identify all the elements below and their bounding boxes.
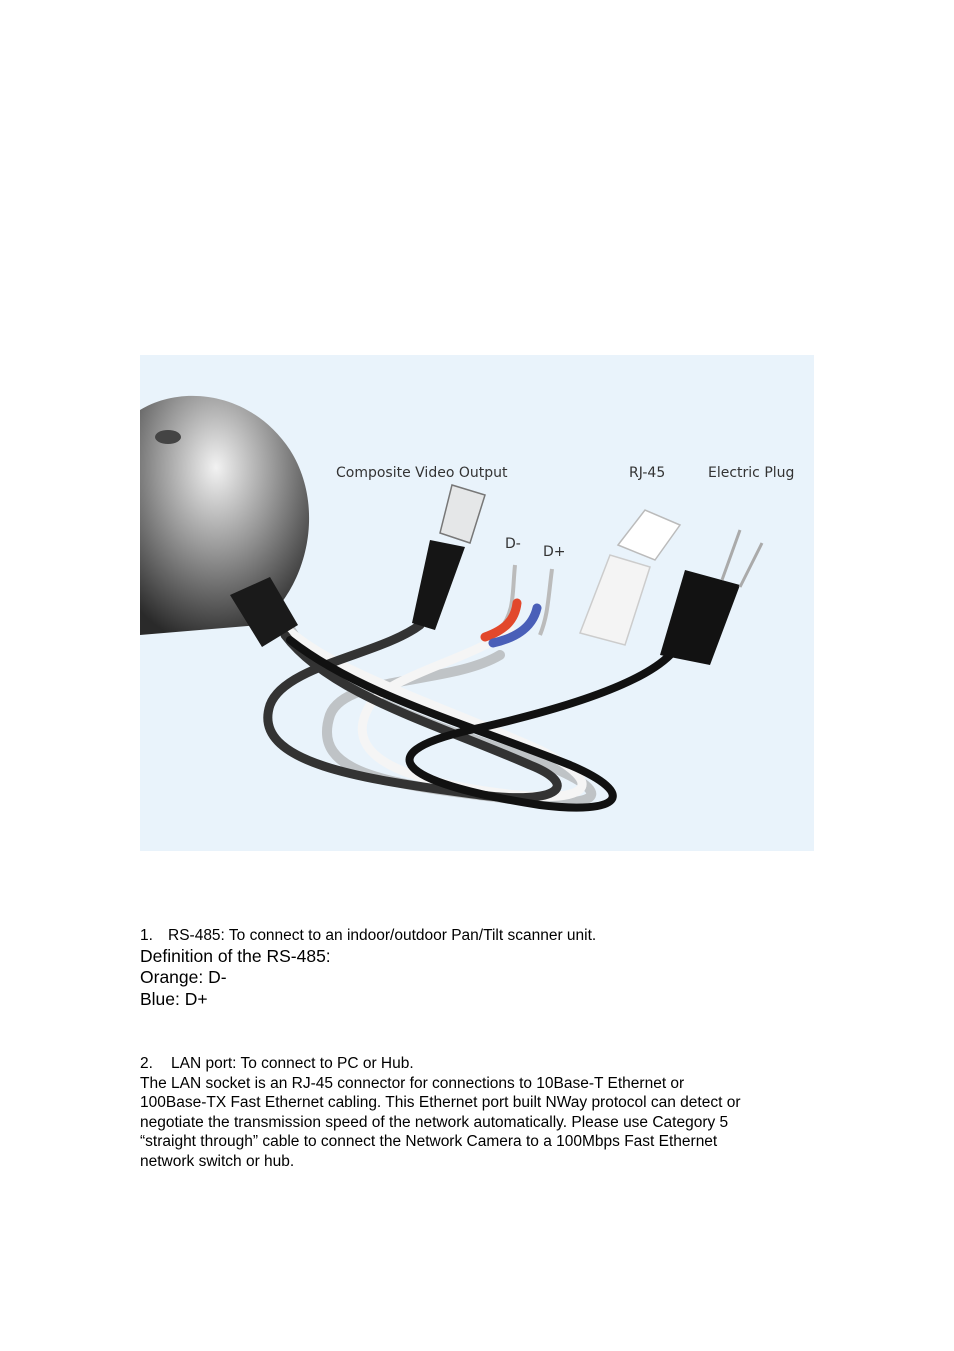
rs485-definition: Definition of the RS-485:: [140, 945, 331, 966]
rs485-heading: [140, 926, 820, 946]
lan-heading: [140, 1054, 820, 1074]
label-rj45: RJ-45: [629, 465, 666, 481]
lan-paragraph-line: network switch or hub.: [140, 1152, 295, 1170]
label-electric-plug: Electric Plug: [708, 465, 795, 481]
bnc-connector: [412, 540, 465, 630]
lan-heading-text: LAN port: To connect to PC or Hub.: [171, 1055, 414, 1072]
rs485-blue: Blue: D+: [140, 988, 208, 1009]
camera-cable-illustration: [140, 355, 814, 851]
label-composite-video: Composite Video Output: [336, 465, 508, 481]
item-number: 1.: [140, 927, 153, 944]
cable-drawing: [140, 355, 814, 851]
rs485-orange: Orange: D-: [140, 967, 227, 988]
electric-plug: [660, 570, 740, 665]
lan-paragraph-line: The LAN socket is an RJ-45 connector for connections to 10Base-T Ethernet or: [140, 1074, 685, 1092]
rs485-heading-text: RS-485: To connect to an indoor/outdoor Pan/Tilt scanner unit.: [168, 927, 597, 944]
section-lan: [140, 1054, 820, 1172]
label-d-plus: D+: [543, 544, 566, 560]
lan-paragraph-line: “straight through” cable to connect the Network Camera to a 100Mbps Fast Ethernet: [140, 1133, 718, 1151]
rj45-plug: [580, 555, 650, 645]
label-d-minus: D-: [505, 536, 521, 552]
section-rs485: [140, 926, 820, 1010]
lan-paragraph-line: 100Base-TX Fast Ethernet cabling. This Ethernet port built NWay protocol can detect or: [140, 1094, 741, 1112]
item-number: 2.: [140, 1055, 153, 1072]
camera-led-icon: [155, 430, 181, 444]
lan-paragraph-line: negotiate the transmission speed of the network automatically. Please use Category 5: [140, 1113, 729, 1131]
